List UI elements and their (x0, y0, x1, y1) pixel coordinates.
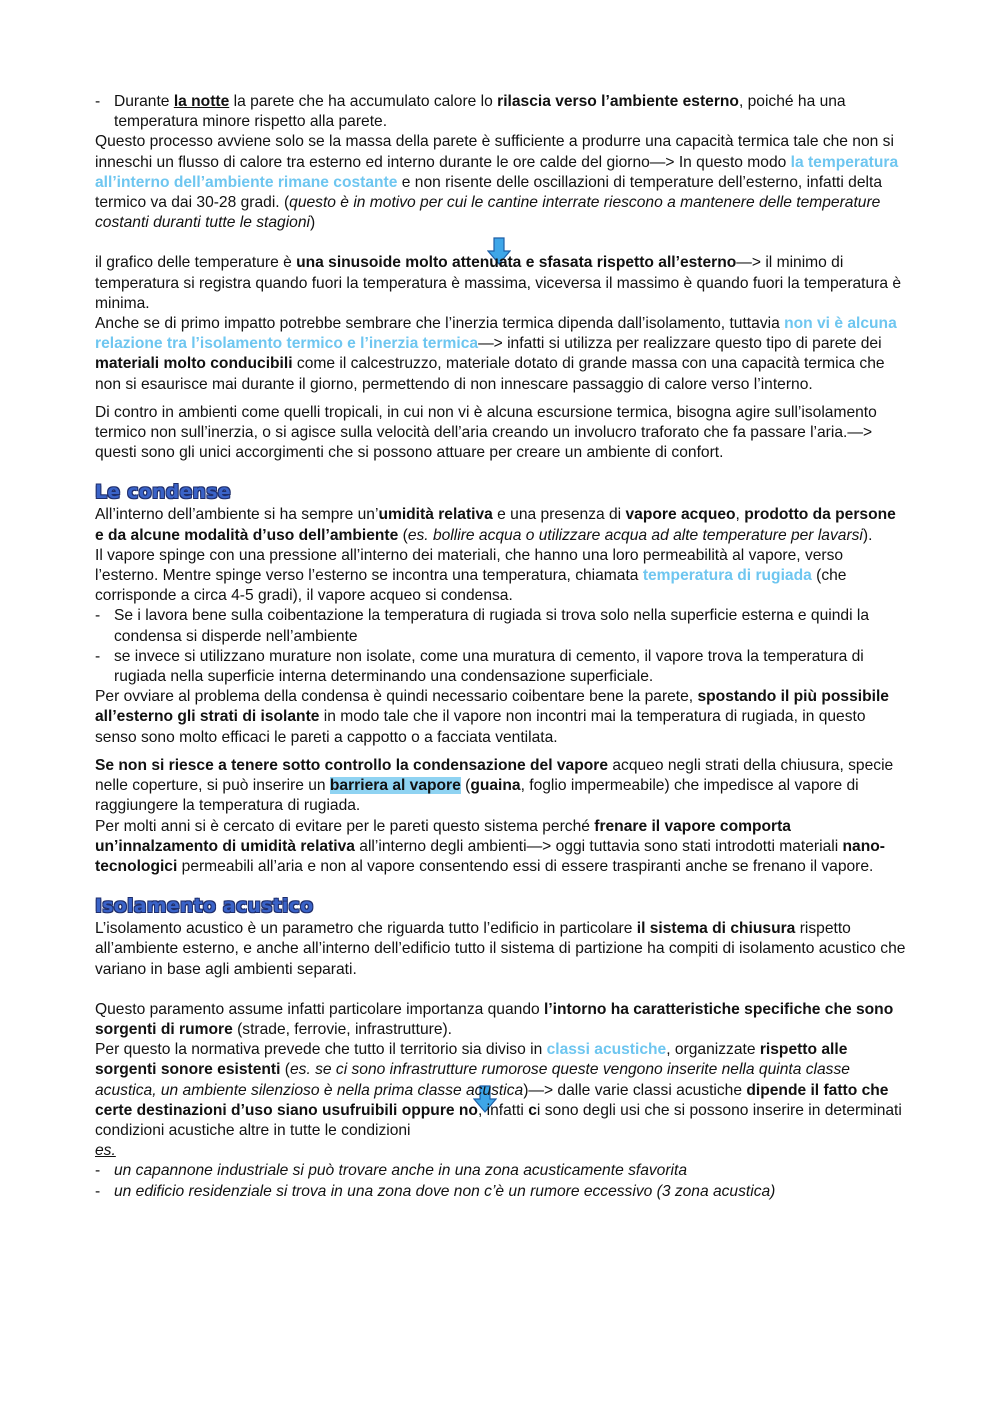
paragraph (95, 314, 907, 395)
text: acqueo negli strati della chiusura, specie nelle coperture, si può inserire un (95, 756, 894, 795)
text: ). (862, 526, 873, 544)
bold-text: rispetto alle sorgenti sonore esistenti (95, 1041, 848, 1079)
italic-underlined-text: es. (95, 1142, 116, 1160)
text: come il calcestruzzo, materiale dotato di grande massa con una capacità termica che non si esaurisce mai durante il giorno, permettendo di non innescare passaggio di calore verso l’interno. (95, 355, 885, 393)
section-heading: Isolamento acustico (95, 895, 314, 918)
text: ( (460, 777, 471, 795)
marked-text: barriera al vapore (329, 777, 461, 795)
list-item-text: un edificio residenziale si trova in una zona dove non c’è un rumore eccessivo (3 zona acustica) (114, 1182, 776, 1200)
bold-text: Se non si riesce a tenere sotto controllo la condensazione del vapore (95, 756, 609, 774)
text: e una presenza di (492, 506, 626, 524)
highlighted-text: temperatura di rugiada (642, 567, 812, 585)
paragraph (95, 132, 907, 233)
text: la parete che ha accumulato calore lo (229, 93, 498, 110)
paragraph (95, 1000, 907, 1040)
highlighted-text: classi acustiche (546, 1041, 667, 1059)
text: ( (398, 526, 408, 544)
bold-text: una sinusoide molto attenuata e sfasata rispetto all’esterno (296, 254, 737, 272)
section-heading: Le condense (95, 481, 231, 504)
bullet-dash: - (95, 93, 101, 110)
text: il grafico delle temperature è (95, 254, 297, 272)
list-item-text: un capannone industriale si può trovare anche in una zona acusticamente sfavorita (114, 1162, 688, 1180)
text: Questo processo avviene solo se la massa della parete è sufficiente a produrre una capacità termica tale che non si inneschi un flusso di calore tra esterno ed interno durante le ore calde del giorno—> In questo modo (95, 133, 894, 171)
list-item (95, 92, 907, 132)
paragraph (95, 253, 907, 314)
bullet-dash: - (95, 1162, 101, 1180)
paragraph (95, 756, 907, 817)
list-item (95, 1161, 907, 1181)
bold-text: vapore acqueo (625, 506, 736, 524)
italic-text: es. se ci sono infrastrutture rumorose queste vengono inserite nella quinta classe acustica, un ambiente silenzioso è nella prima classe acustica (95, 1061, 850, 1099)
text: , foglio impermeabile) che impedisce al vapore di raggiungere la temperatura di rugiada. (95, 777, 859, 815)
bold-text: guaina (470, 777, 521, 795)
bold-text: l’intorno ha caratteristiche specifiche che sono sorgenti di rumore (95, 1000, 894, 1038)
text: ) (309, 214, 316, 232)
text: Durante (114, 93, 174, 110)
paragraph (95, 817, 907, 878)
text: e non risente delle oscillazioni di temperature dell’esterno, infatti delta termico va dai 30-28 gradi. ( (95, 173, 882, 212)
text: , poiché ha una temperatura minore rispetto alla parete. (114, 93, 846, 131)
document-page (95, 92, 907, 1202)
text: Il vapore spinge con una pressione all’interno dei materiali, che hanno una loro permeabilità al vapore, verso l’esterno. Mentre spinge verso l’esterno se incontra una temperatura, chiamata (95, 546, 844, 585)
text: , infatti (477, 1101, 529, 1119)
example-label (95, 1141, 907, 1161)
bold-text: prodotto da persone e da alcune modalità d’uso dell’ambiente (95, 506, 896, 544)
text: , (735, 506, 745, 524)
list-item (95, 606, 907, 646)
text: , organizzate (666, 1041, 760, 1059)
bullet-dash: - (95, 1182, 101, 1200)
paragraph: Di contro in ambienti come quelli tropicali, in cui non vi è alcuna escursione termica, bisogna agire sull’isolamento termico non sull’inerzia, o si agisce sulla velocità dell’aria creando un involucro traforato che fa passare l’aria.—> questi sono gli unici accorgimenti che si possono attuare per creare un ambiente di confort. (95, 403, 877, 462)
paragraph (95, 1040, 907, 1141)
underlined-text: la notte (173, 93, 230, 110)
text: —> infatti si utilizza per realizzare questo tipo di parete dei (478, 335, 882, 353)
list-item (95, 1182, 907, 1202)
text: All’interno dell’ambiente si ha sempre un’ (95, 506, 379, 524)
bold-text: frenare il vapore comporta un’innalzamento di umidità relativa (95, 817, 791, 855)
italic-text: questo è in motivo per cui le cantine interrate riescono a mantenere delle temperature costanti duranti tutte le stagioni (95, 194, 881, 232)
list-item-text: Se i lavora bene sulla coibentazione la temperatura di rugiada si trova solo nella superficie esterna e quindi la condensa si disperde nell’ambiente (114, 607, 870, 645)
text: Per molti anni si è cercato di evitare per le pareti questo sistema perché (95, 817, 595, 835)
text: —> il minimo di temperatura si registra quando fuori la temperatura è massima, viceversa il massimo è quando fuori la temperatura è minima. (95, 254, 902, 312)
text: rispetto all’ambiente esterno, e anche all’interno dell’edificio tutto il sistema di partizione ha compiti di isolamento acustico che variano in base agli ambienti separati. (95, 920, 906, 978)
text: ( (280, 1061, 290, 1079)
bullet-dash: - (95, 647, 101, 665)
text: Questo paramento assume infatti particolare importanza quando (95, 1000, 545, 1018)
bold-text: umidità relativa (378, 506, 493, 524)
highlighted-text: la temperatura all’interno dell’ambiente rimane costante (95, 153, 899, 191)
text: in modo tale che il vapore non incontri mai la temperatura di rugiada, in questo senso sono molto efficaci le pareti a cappotto o a facciata ventilata. (95, 708, 866, 746)
paragraph (95, 687, 907, 748)
text: (che corrisponde a circa 4-5 gradi), il vapore acqueo si condensa. (95, 567, 847, 605)
bold-text: rilascia verso l’ambiente esterno (497, 93, 739, 110)
bold-text: nano-tecnologici (95, 837, 885, 875)
list-item-text: se invece si utilizzano murature non isolate, come una muratura di cemento, il vapore trova la temperatura di rugiada nella superficie interna determinando una condensazione superficiale. (114, 647, 864, 686)
text: Per ovviare al problema della condensa è quindi necessario coibentare bene la parete, (95, 688, 698, 706)
bold-text: dipende il fatto che certe destinazioni d’uso siano usufruibili oppure no (95, 1081, 889, 1119)
bold-text: c (528, 1101, 537, 1119)
italic-text: es. bollire acqua o utilizzare acqua ad alte temperature per lavarsi (407, 526, 863, 544)
highlighted-text: non vi è alcuna relazione tra l’isolamento termico e l’inerzia termica (95, 315, 897, 353)
paragraph (95, 505, 907, 545)
bold-text: il sistema di chiusura (636, 920, 796, 938)
text: (strade, ferrovie, infrastrutture). (232, 1020, 453, 1038)
text: Per questo la normativa prevede che tutto il territorio sia diviso in (95, 1041, 547, 1059)
text: permeabili all’aria e non al vapore consentendo essi di essere traspiranti anche se frenano il vapore. (177, 857, 874, 875)
text: Anche se di primo impatto potrebbe sembrare che l’inerzia termica dipenda dall’isolamento, tuttavia (95, 315, 785, 333)
bold-text: spostando il più possibile all’esterno gli strati di isolante (95, 688, 889, 726)
paragraph (95, 546, 907, 607)
text: L’isolamento acustico è un parametro che riguarda tutto l’edificio in particolare (95, 920, 637, 938)
text: )—> dalle varie classi acustiche (523, 1081, 747, 1099)
list-item (95, 647, 907, 687)
bold-text: materiali molto conducibili (95, 355, 293, 373)
text: i sono degli usi che si possono inserire in determinati condizioni acustiche altre in tutte le condizioni (95, 1101, 902, 1139)
text: all’interno degli ambienti—> oggi tuttavia sono stati introdotti materiali (354, 837, 843, 855)
paragraph (95, 919, 907, 980)
bullet-dash: - (95, 607, 101, 625)
